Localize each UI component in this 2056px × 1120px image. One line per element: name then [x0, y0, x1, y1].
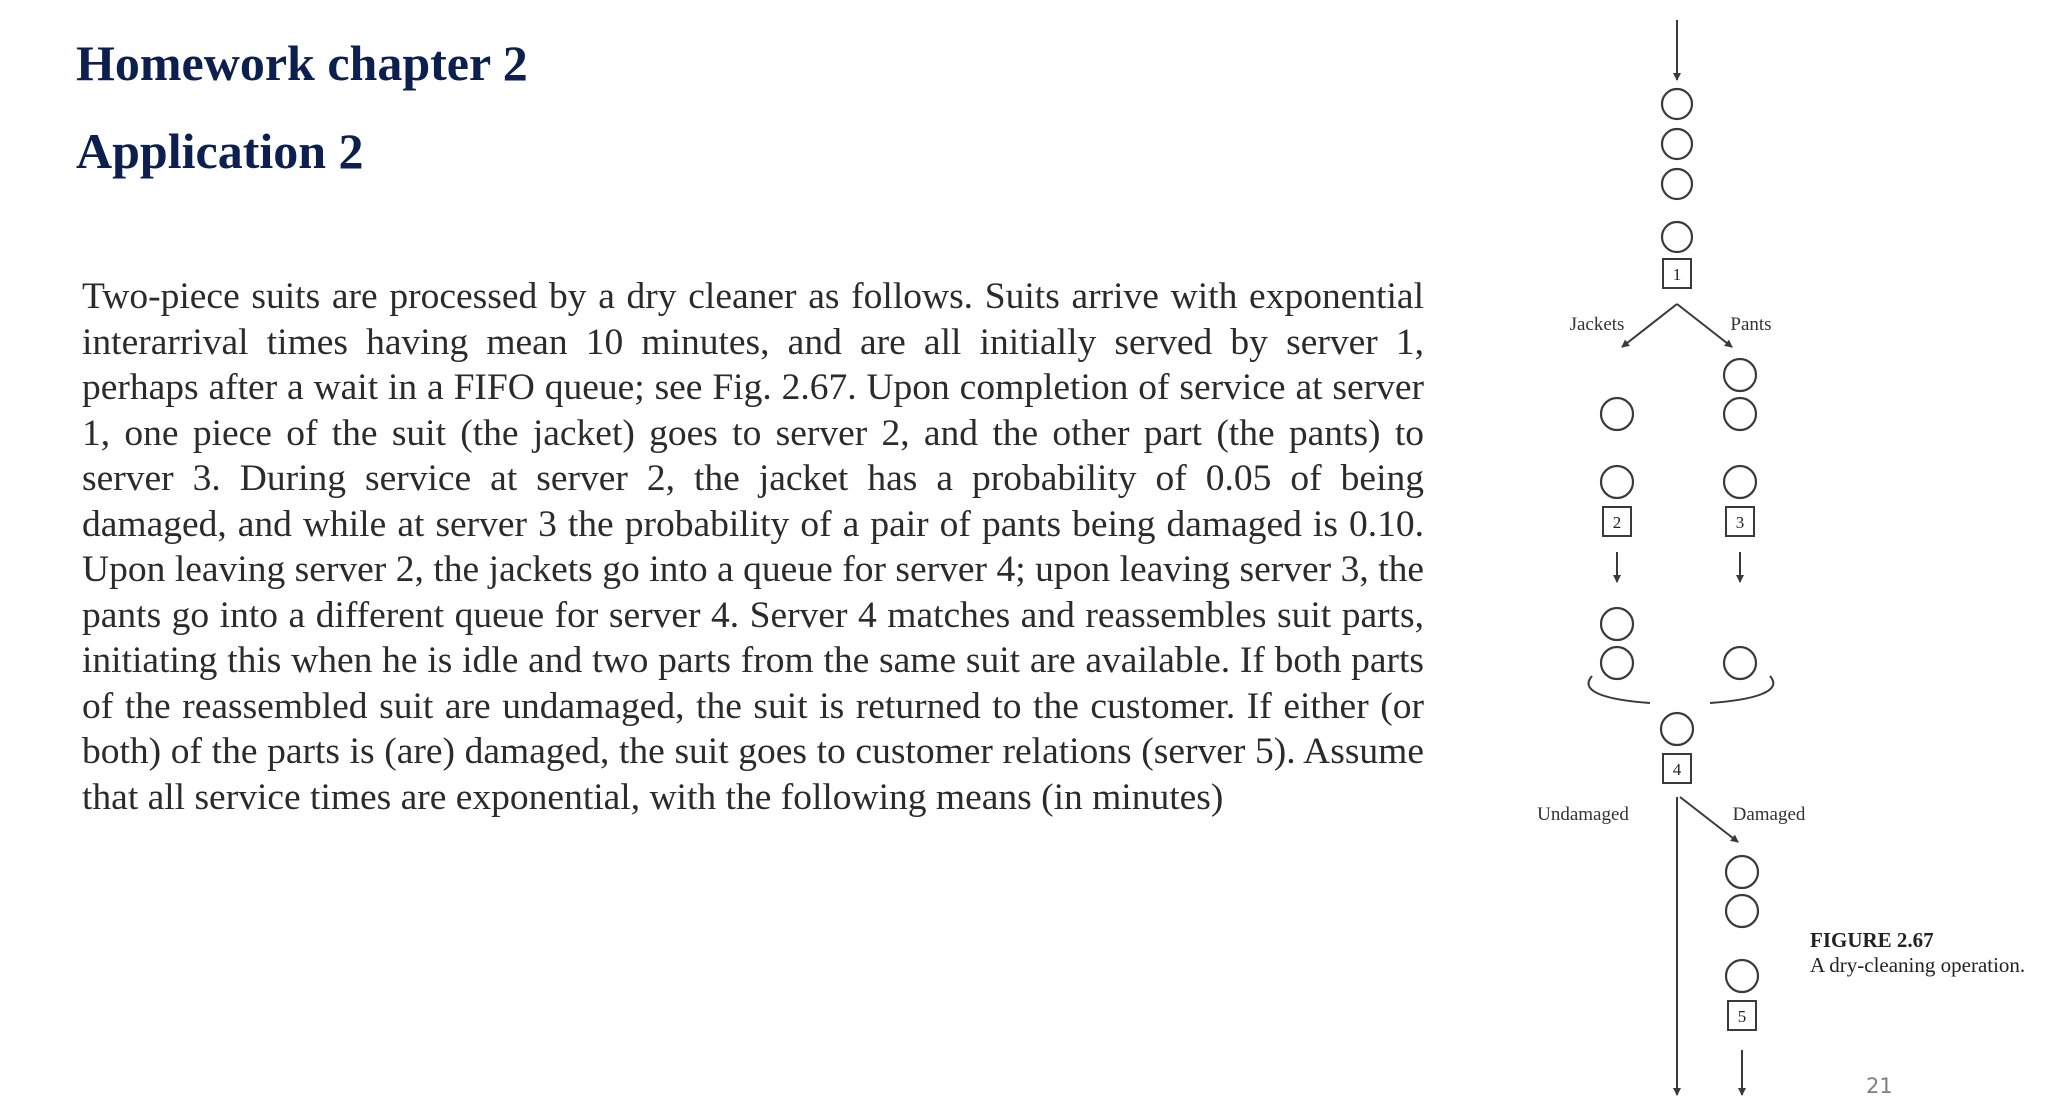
damaged-arrow — [1680, 797, 1738, 842]
pants-split-arrow — [1677, 304, 1732, 347]
figure-caption-title: FIGURE 2.67 — [1810, 928, 1934, 952]
jackets-split-arrow — [1622, 304, 1677, 347]
queue1-customer — [1662, 89, 1692, 119]
page-number: 21 — [1866, 1074, 1893, 1098]
server-4-label: 4 — [1672, 760, 1682, 779]
queue5-customer — [1726, 856, 1758, 888]
server-2-label: 2 — [1612, 513, 1622, 532]
server-4-waiting-suit — [1661, 713, 1693, 745]
queue5-customer — [1726, 895, 1758, 927]
jacket-queue4-customer — [1601, 608, 1633, 640]
figure-caption-text: A dry-cleaning operation. — [1810, 953, 2026, 977]
jacket-merge-brace — [1589, 676, 1650, 703]
undamaged-label: Undamaged — [1537, 804, 1629, 825]
queue5-customer — [1726, 960, 1758, 992]
queue1-customer — [1662, 129, 1692, 159]
queue1-customer — [1662, 169, 1692, 199]
queue2-customer — [1601, 398, 1633, 430]
queue3-customer — [1724, 398, 1756, 430]
damaged-label: Damaged — [1732, 804, 1806, 825]
pants-label: Pants — [1730, 314, 1772, 335]
slide-subtitle: Application 2 — [76, 123, 364, 179]
queue1-customer — [1662, 222, 1692, 252]
jacket-queue4-customer — [1601, 647, 1633, 679]
jackets-label: Jackets — [1569, 314, 1625, 335]
server-5-label: 5 — [1737, 1007, 1747, 1026]
server-3-label: 3 — [1735, 513, 1745, 532]
server-1-label: 1 — [1672, 265, 1682, 284]
slide-title: Homework chapter 2 — [76, 35, 528, 91]
pants-merge-brace — [1710, 676, 1773, 703]
queue3-customer — [1724, 359, 1756, 391]
pants-queue4-customer — [1724, 647, 1756, 679]
problem-statement: Two-piece suits are processed by a dry cleaner as follows. Suits arrive with exponential interarrival times having mean 10 minutes, and are all initially served by server 1, perhaps after a wait in a FIFO queue; see Fig. 2.67. Upon completion of service at server 1, one piece of the suit (the jacket) goes to server 2, and the other part (the pants) to server 3. During service at server 2, the jacket has a probability of 0.05 of being damaged, and while at server 3 the probability of a pair of pants being damaged is 0.10. Upon leaving server 2, the jackets go into a queue for server 4; upon leaving server 3, the pants go into a different queue for server 4. Server 4 matches and reassembles suit parts, initiating this when he is idle and two parts from the same suit are available. If both parts of the reassembled suit are undamaged, the suit is returned to the customer. If either (or both) of the parts is (are) damaged, the suit goes to customer relations (server 5). Assume that all service times are exponential, with the following means (in minutes) — [82, 276, 1424, 818]
queue2-customer — [1601, 466, 1633, 498]
queue3-customer — [1724, 466, 1756, 498]
